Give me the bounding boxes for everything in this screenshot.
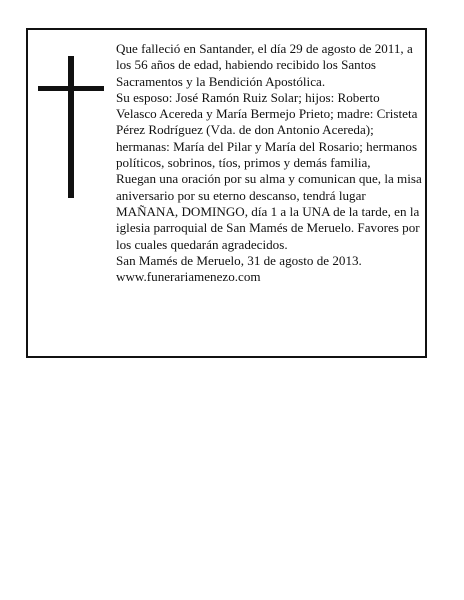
notice-body — [116, 41, 422, 285]
place-date-line: San Mamés de Meruelo, 31 de agosto de 2013. — [116, 252, 362, 268]
cross-vertical-bar — [68, 56, 74, 198]
family-paragraph: Su esposo: José Ramón Ruiz Solar; hijos: Roberto Velasco Acereda y María Bermejo Prieto; madre: Cristeta Pérez Rodríguez (Vda. de don Antonio Acereda); hermanas: María del Pilar y María del Rosario; hermanos políticos, sobrinos, tíos, primos y demás familia, — [116, 89, 418, 171]
death-announcement-paragraph: Que falleció en Santander, el día 29 de agosto de 2011, a los 56 años de edad, habiendo recibido los Santos Sacramentos y la Bendición Apostólica. — [116, 41, 413, 89]
mass-announcement-paragraph: Ruegan una oración por su alma y comunican que, la misa aniversario por su eterno descanso, tendrá lugar MAÑANA, DOMINGO, día 1 a la UNA de la tarde, en la iglesia parroquial de San Mamés de Meruelo. Favores por los cuales quedarán agradecidos. — [116, 171, 422, 252]
cross-horizontal-bar — [38, 86, 104, 91]
funeral-home-website: www.funerariamenezo.com — [116, 269, 261, 285]
obituary-notice — [26, 28, 427, 358]
